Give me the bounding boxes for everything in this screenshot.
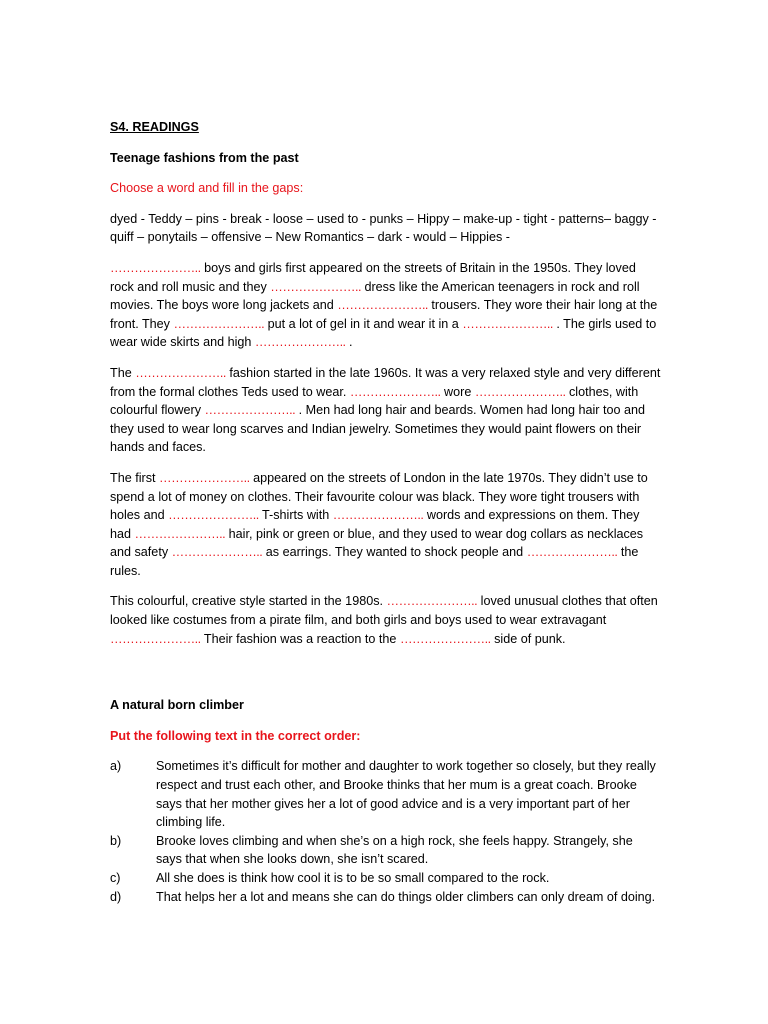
paragraph-text: This colourful, creative style started in the 1980s. xyxy=(110,594,387,609)
gap-blank: ………………….. xyxy=(270,279,361,294)
paragraph-text: . xyxy=(345,335,353,350)
gap-blank: ………………….. xyxy=(474,384,566,399)
paragraph-text: clothes, with colourful flowery xyxy=(110,384,639,418)
paragraph-text: . Men had long hair and beards. Women had long hair too and they used to wear long scarves and Indian jewelry. Sometimes they would paint flowers on their hands and faces. xyxy=(110,403,645,455)
paragraph-text: boys and girls first appeared on the streets of Britain in the 1950s. They loved rock and roll music and they xyxy=(110,260,636,294)
reading-natural-born-climber xyxy=(110,696,662,906)
gap-blank: ………………….. xyxy=(526,545,618,560)
paragraph-text: as earrings. They wanted to shock people and xyxy=(262,545,527,560)
gap-blank: ………………….. xyxy=(462,316,553,331)
list-item-marker: c) xyxy=(110,871,121,885)
paragraph-text: trousers. They wore their hair long at the front. They xyxy=(110,298,658,331)
gap-paragraph xyxy=(110,469,662,581)
gap-blank: ………………….. xyxy=(110,260,201,275)
list-item xyxy=(110,757,662,831)
list-item xyxy=(110,888,662,907)
list-item-marker: d) xyxy=(110,889,122,904)
gap-blank: ………………….. xyxy=(159,470,250,485)
reading-teenage-fashions xyxy=(110,149,662,649)
paragraph-text: dress like the American teenagers in rock and roll movies. The boys wore long jackets and xyxy=(110,279,640,313)
gap-paragraph xyxy=(110,592,662,648)
reading1-title: Teenage fashions from the past xyxy=(110,150,299,165)
gap-blank: ………………….. xyxy=(254,335,346,350)
list-item-text: Sometimes it’s difficult for mother and daughter to work together so closely, but they really respect and trust each other, and Brooke thinks that her mum is a great coach. Brooke says that her mother gives her a lot of good advice and is a very important part of her climbing life. xyxy=(156,759,656,830)
paragraph-text: Their fashion was a reaction to the xyxy=(200,631,400,646)
list-item-text: Brooke loves climbing and when she’s on a high rock, she feels happy. Strangely, she says that when she looks down, she isn’t scared. xyxy=(156,833,633,867)
list-item-text: All she does is think how cool it is to be so small compared to the rock. xyxy=(156,871,550,885)
gap-blank: ………………….. xyxy=(386,594,478,609)
reading2-instruction: Put the following text in the correct order: xyxy=(110,728,361,743)
paragraph-text: put a lot of gel in it and wear it in a xyxy=(264,316,463,331)
paragraph-text: The first xyxy=(110,470,159,485)
paragraph-text: appeared on the streets of London in the late 1970s. They didn’t use to spend a lot of money on clothes. Their favourite colour was black. They wore tight trousers with holes and xyxy=(110,470,648,523)
paragraph-text: fashion started in the late 1960s. It was a very relaxed style and very different from the formal clothes Teds used to wear. xyxy=(110,365,661,399)
word-bank: dyed - Teddy – pins - break - loose – used to - punks – Hippy – make-up - tight - patterns– baggy - quiff – ponytails – offensive – New Romantics – dark - would – Hippies - xyxy=(110,211,657,245)
paragraph-text: hair, pink or green or blue, and they used to wear dog collars as necklaces and safety xyxy=(110,526,644,560)
gap-blank: ………………….. xyxy=(173,316,265,331)
gap-blank: ………………….. xyxy=(332,508,424,523)
gap-paragraph xyxy=(110,259,662,352)
gap-blank: ………………….. xyxy=(135,365,226,380)
ordering-list xyxy=(110,757,662,906)
section-title: S4. READINGS xyxy=(110,120,199,134)
paragraph-text: The xyxy=(110,365,136,380)
paragraph-text: side of punk. xyxy=(490,631,566,646)
list-item-marker: a) xyxy=(110,759,122,774)
paragraph-text: T-shirts with xyxy=(258,508,333,523)
list-item xyxy=(110,869,662,888)
spacer xyxy=(110,660,662,696)
paragraph-text: loved unusual clothes that often looked like costumes from a pirate film, and both girls and boys used to wear extravagant xyxy=(110,594,658,628)
paragraph-text: . The girls used to wear wide skirts and high xyxy=(110,316,657,350)
gap-blank: ………………….. xyxy=(204,403,296,418)
gap-blank: ………………….. xyxy=(349,384,441,399)
document-content xyxy=(110,118,662,906)
list-item xyxy=(110,832,662,869)
gap-blank: ………………….. xyxy=(134,526,226,541)
paragraph-text: the rules. xyxy=(110,545,639,578)
reading1-instruction: Choose a word and fill in the gaps: xyxy=(110,181,304,196)
gap-blank: ………………….. xyxy=(337,298,428,313)
gap-blank: ………………….. xyxy=(168,508,259,523)
list-item-text: That helps her a lot and means she can do things older climbers can only dream of doing. xyxy=(156,889,656,904)
gap-fill-text xyxy=(110,259,662,648)
gap-blank: ………………….. xyxy=(171,545,263,560)
paragraph-text: words and expressions on them. They had xyxy=(110,508,640,541)
gap-paragraph xyxy=(110,364,662,457)
list-item-marker: b) xyxy=(110,833,122,848)
reading2-title: A natural born climber xyxy=(110,698,244,713)
gap-blank: ………………….. xyxy=(110,631,201,646)
paragraph-text: wore xyxy=(440,384,475,399)
gap-blank: ………………….. xyxy=(399,631,491,646)
